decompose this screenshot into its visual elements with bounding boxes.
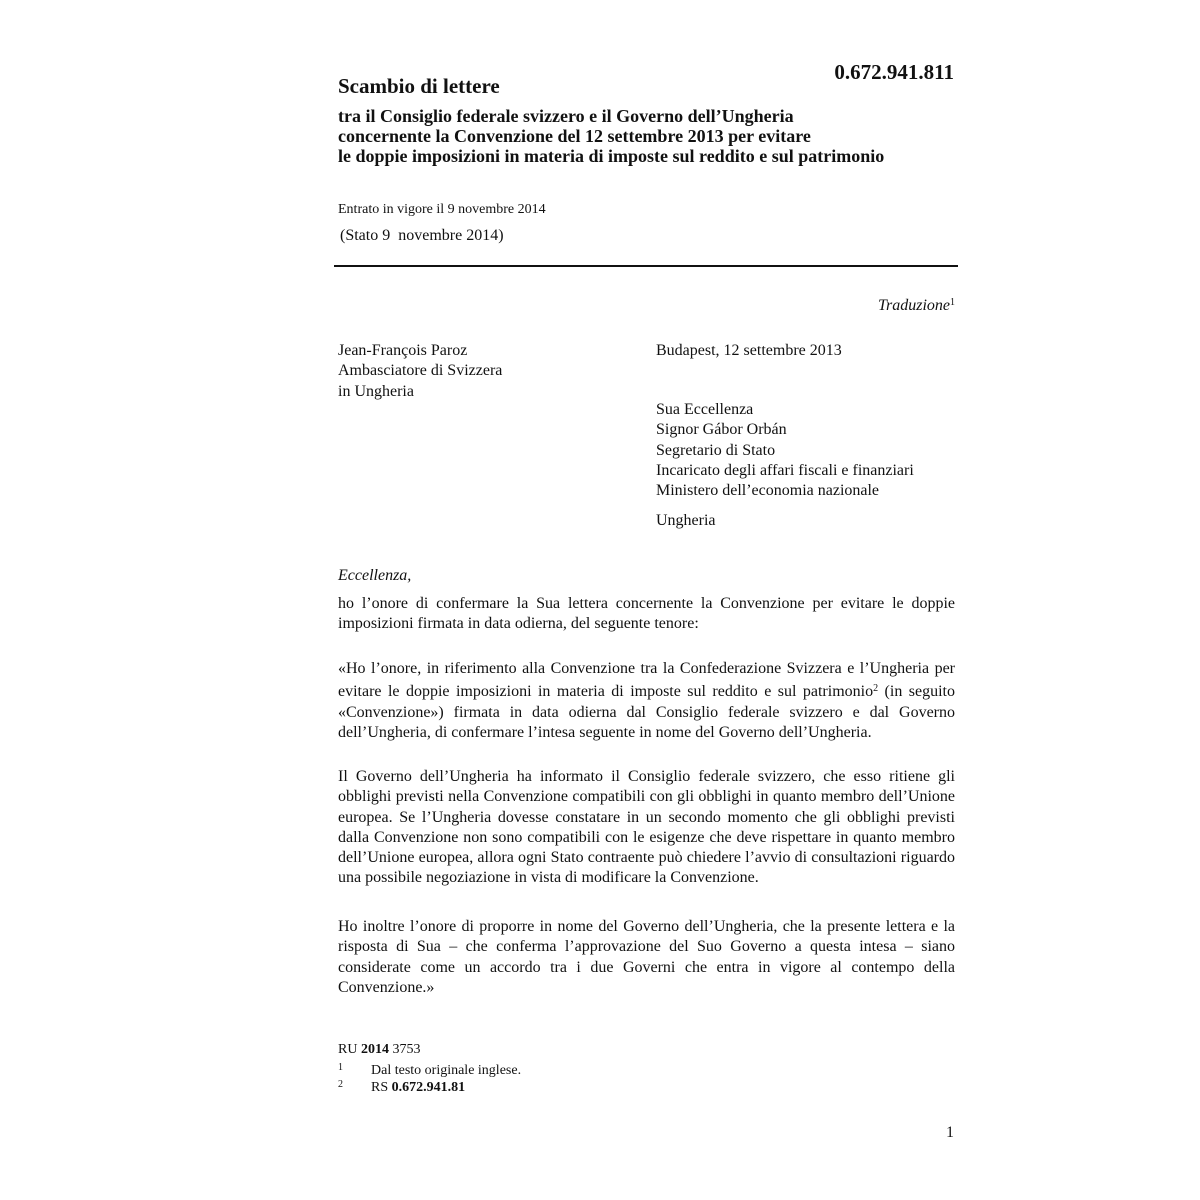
recipient-line: Signor Gábor Orbán xyxy=(656,421,787,439)
page-number: 1 xyxy=(946,1124,954,1141)
sender-block xyxy=(338,341,502,402)
footnote-ref: 1 xyxy=(950,297,955,308)
footnote xyxy=(338,1079,465,1096)
footnote xyxy=(338,1062,521,1079)
letter-paragraph: Il Governo dell’Ungheria ha informato il Consiglio federale svizzero, che esso ritiene gli obblighi previsti nella Convenzione compatibili con gli obblighi in quanto membro dell’Unione europea. Se l’Ungheria dovesse constatare in un secondo momento che gli obblighi previsti dalla Convenzione non sono compatibili con le esigenze che deve rispettare in quanto membro dell’Unione europea, allora ogni Stato contraente può chiedere l’avvio di consultazioni riguardo una possibile negoziazione in vista di modificare la Convenzione. xyxy=(338,768,955,887)
footnote-ref-number: 0.672.941.81 xyxy=(391,1080,466,1095)
footnote-ref: 2 xyxy=(873,683,879,695)
document-number: 0.672.941.811 xyxy=(834,60,954,84)
sender-line: Ambasciatore di Svizzera xyxy=(338,362,503,380)
subtitle-line: concernente la Convenzione del 12 settembre 2013 per evitare xyxy=(338,126,811,146)
state-date: (Stato 9 novembre 2014) xyxy=(340,227,504,244)
letter-intro: ho l’onore di confermare la Sua lettera concernente la Convenzione per evitare le doppie imposizioni firmata in data odierna, del seguente tenore: xyxy=(338,595,955,633)
footnote-number: 2 xyxy=(338,1079,343,1090)
salutation: Eccellenza, xyxy=(338,567,412,584)
place-date: Budapest, 12 settembre 2013 xyxy=(656,342,842,359)
recipient-line: Sua Eccellenza xyxy=(656,401,754,418)
document-title: Scambio di lettere xyxy=(338,74,500,98)
ru-page: 3753 xyxy=(392,1042,421,1057)
ru-year: 2014 xyxy=(360,1042,389,1057)
recipient-line: Incaricato degli affari fiscali e finanziari xyxy=(656,461,914,479)
letter-paragraph: Ho inoltre l’onore di proporre in nome del Governo dell’Ungheria, che la presente lettera e la risposta di Sua – che conferma l’approvazione del Suo Governo a questa intesa – siano considerate come un accordo tra i due Governi che entra in vigore al contempo della Convenzione.» xyxy=(338,918,955,996)
recipient-line: Segretario di Stato xyxy=(656,441,776,459)
recipient-country: Ungheria xyxy=(656,512,716,529)
footnote-prefix: RS xyxy=(371,1080,389,1095)
recipient-block xyxy=(656,400,914,501)
ru-reference xyxy=(338,1042,420,1058)
recipient-line: Ministero dell’economia nazionale xyxy=(656,482,880,500)
sender-line: Jean-François Paroz xyxy=(338,342,468,359)
subtitle-line: tra il Consiglio federale svizzero e il Governo dell’Ungheria xyxy=(338,106,794,126)
ru-prefix: RU xyxy=(338,1042,358,1057)
document-subtitle xyxy=(338,106,978,166)
translation-label: Traduzione xyxy=(877,297,950,314)
footnote-number: 1 xyxy=(338,1062,343,1073)
subtitle-line: le doppie imposizioni in materia di imposte sul reddito e sul patrimonio xyxy=(338,146,885,166)
paragraph-text: (in seguito «Convenzione») firmata in data odierna dal Consiglio federale svizzero e dal Governo dell’Ungheria, di confermare l’intesa seguente in nome del Governo dell’Ungheria. xyxy=(338,683,956,741)
paragraph-text: «Ho l’onore, in riferimento alla Convenzione tra la Confederazione Svizzera e l’Ungheria per evitare le doppie imposizioni in materia di imposte sul reddito e sul patrimonio xyxy=(338,660,955,701)
entry-into-force: Entrato in vigore il 9 novembre 2014 xyxy=(338,202,546,217)
translation-note xyxy=(760,297,955,315)
header-divider xyxy=(334,265,958,267)
sender-line: in Ungheria xyxy=(338,382,414,400)
letter-paragraph xyxy=(338,659,955,743)
footnote-text: Dal testo originale inglese. xyxy=(371,1063,522,1078)
